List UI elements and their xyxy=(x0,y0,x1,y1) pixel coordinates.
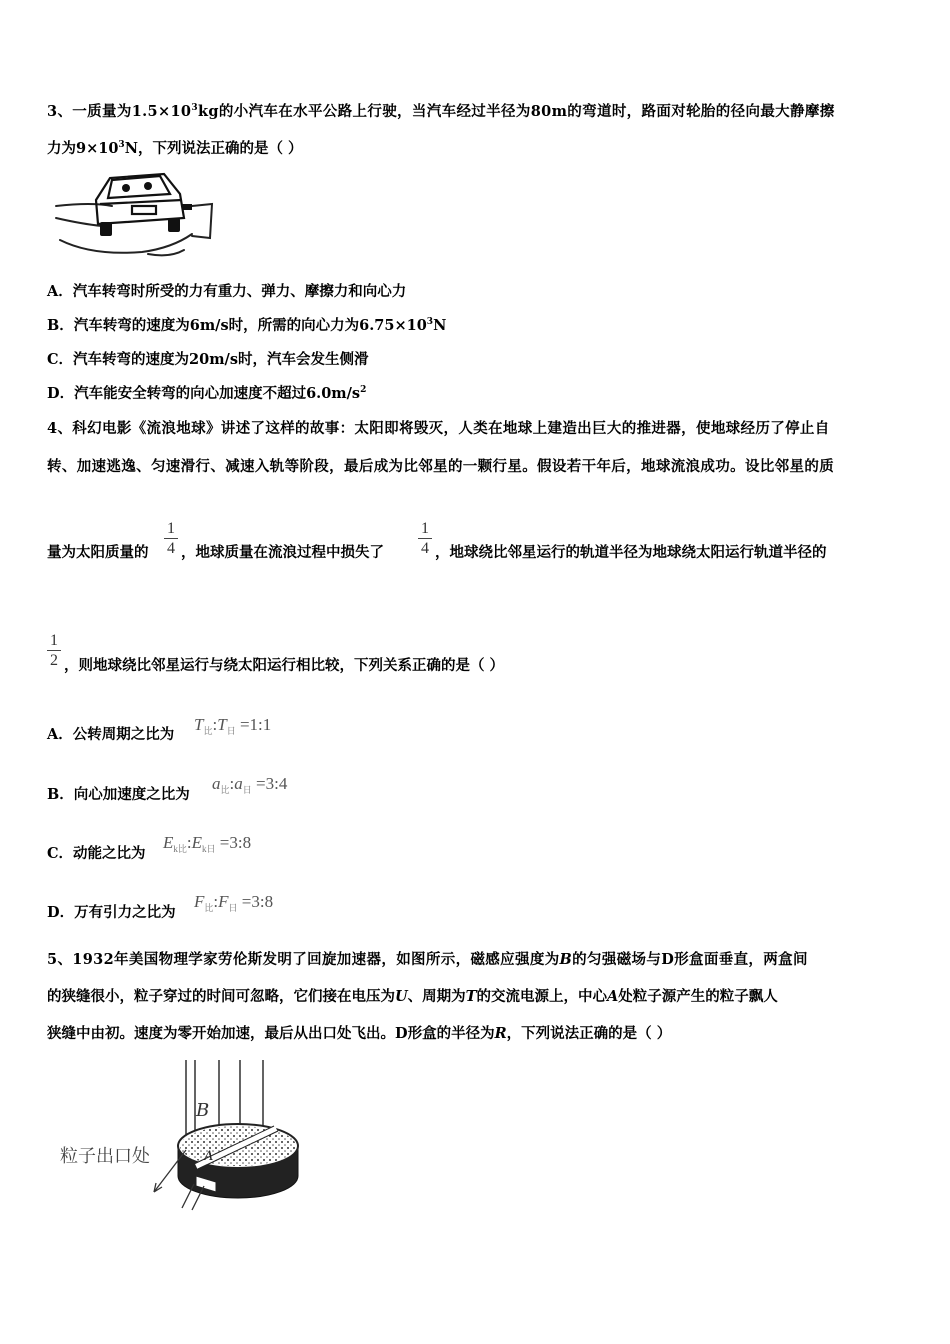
fraction-one-quarter-sun-mass: 1 4 xyxy=(164,520,178,557)
q3-option-b: B．汽车转弯的速度为6m/s时，所需的向心力为$6.75\times 10^3N$ xyxy=(47,317,447,334)
field-label-b: B xyxy=(196,1100,210,1121)
q4-stem-line-1: 4、科幻电影《流浪地球》讲述了这样的故事：太阳即将毁灭，人类在地球上建造出巨大的推进器，使地球经历了停止自 xyxy=(47,420,830,437)
q3-option-c: C．汽车转弯的速度为20m/s时，汽车会发生侧滑 xyxy=(47,351,369,368)
q3-option-d: D．汽车能安全转弯的向心加速度不超过$6.0m/s^2$ xyxy=(47,385,367,402)
q3-option-a: A．汽车转弯时所受的力有重力、弹力、摩擦力和向心力 xyxy=(47,283,407,300)
q4-option-a-label: A．公转周期之比为 xyxy=(47,726,175,743)
car-on-curved-road-illustration xyxy=(52,166,214,260)
q5-stem-line-2: 的狭缝很小，粒子穿过的时间可忽略，它们接在电压为U、周期为T的交流电源上，中心A处粒子源产生的粒子飘人 xyxy=(47,988,778,1005)
cyclotron-diagram xyxy=(58,1056,308,1214)
q4-option-c-label: C．动能之比为 xyxy=(47,845,146,862)
q5-stem-line-1: 5、1932年美国物理学家劳伦斯发明了回旋加速器，如图所示，磁感应强度为B的匀强磁场与D形盒面垂直，两盒间 xyxy=(47,951,808,968)
q4-option-b-label: B．向心加速度之比为 xyxy=(47,786,190,803)
q4-option-b-formula: $a_比:a_日$ =3:4 xyxy=(212,774,288,795)
exit-label: 粒子出口处 xyxy=(60,1146,150,1167)
source-label-a: A xyxy=(204,1149,214,1164)
q4-option-c-formula: $E_{k比}:E_{k日}$ =3:8 xyxy=(163,833,252,854)
q4-stem-line-3c: ，地球绕比邻星运行的轨道半径为地球绕太阳运行轨道半径的 xyxy=(435,544,827,561)
q4-option-a-formula: $T_比:T_日$ =1:1 xyxy=(194,715,272,736)
q4-stem-line-3a: 量为太阳质量的 xyxy=(47,544,149,561)
fraction-one-quarter-mass-loss: 1 4 xyxy=(418,520,432,557)
q4-stem-line-2: 转、加速逃逸、匀速滑行、减速入轨等阶段，最后成为比邻星的一颗行星。假设若干年后，地球流浪成功。设比邻星的质 xyxy=(47,458,835,475)
q3-stem-line-1: 3、一质量为$1.5\times 10^3kg$的小汽车在水平公路上行驶，当汽车经过半径为80m的弯道时，路面对轮胎的径向最大静摩擦 xyxy=(47,103,835,120)
q4-option-d-formula: $F_比:F_日$ =3:8 xyxy=(194,892,274,913)
q5-stem-line-3: 狭缝中由初。速度为零开始加速，最后从出口处飞出。D形盒的半径为R，下列说法正确的是（ ） xyxy=(47,1025,672,1042)
q4-stem-line-3b: ，地球质量在流浪过程中损失了 xyxy=(181,544,384,561)
d-shaped-boxes xyxy=(178,1124,298,1198)
q4-stem-line-4: ，则地球绕比邻星运行与绕太阳运行相比较，下列关系正确的是（ ） xyxy=(64,657,505,674)
q4-option-d-label: D．万有引力之比为 xyxy=(47,904,176,921)
q3-stem-line-2: 力为$9\times 10^3N$，下列说法正确的是（ ） xyxy=(47,140,303,157)
fraction-one-half-orbit-radius: 1 2 xyxy=(47,632,61,669)
